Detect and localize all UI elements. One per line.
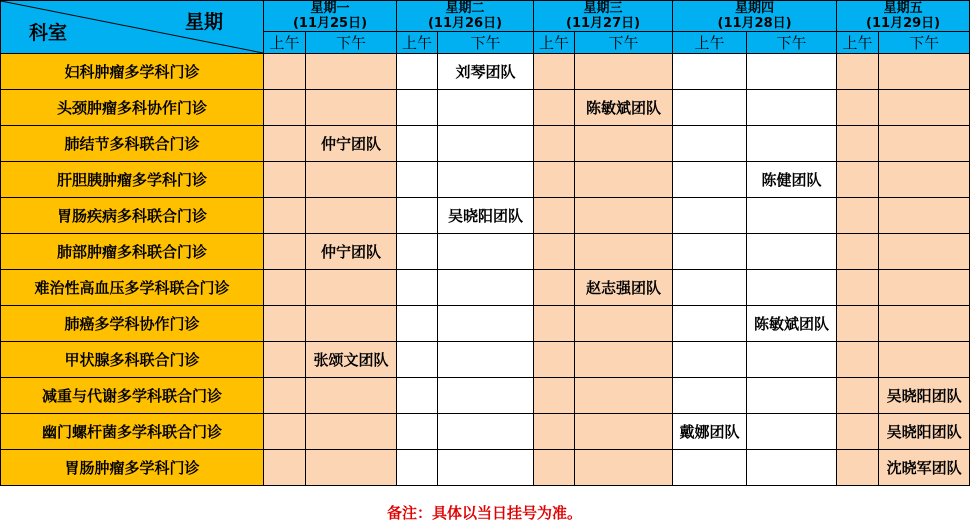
pm-header: 下午: [575, 32, 673, 54]
schedule-cell: [747, 126, 837, 162]
dept-name: 幽门螺杆菌多学科联合门诊: [1, 414, 264, 450]
schedule-cell: [673, 90, 747, 126]
schedule-cell: [397, 306, 438, 342]
am-header: 上午: [673, 32, 747, 54]
table-row: [1, 90, 970, 126]
schedule-cell: 陈健团队: [747, 162, 837, 198]
schedule-cell: [306, 306, 397, 342]
am-header: 上午: [534, 32, 575, 54]
schedule-cell: [534, 378, 575, 414]
schedule-cell: [879, 54, 970, 90]
schedule-cell: [575, 126, 673, 162]
schedule-cell: [438, 450, 534, 486]
schedule-cell: [397, 378, 438, 414]
schedule-cell: 吴晓阳团队: [438, 198, 534, 234]
schedule-cell: [673, 342, 747, 378]
day-header-thu: 星期四 (11月28日): [673, 1, 837, 32]
schedule-cell: [673, 450, 747, 486]
schedule-cell: [575, 450, 673, 486]
dept-name: 肺结节多科联合门诊: [1, 126, 264, 162]
schedule-cell: [438, 90, 534, 126]
schedule-cell: [264, 306, 306, 342]
schedule-cell: 吴晓阳团队: [879, 378, 970, 414]
schedule-cell: [306, 90, 397, 126]
pm-header: 下午: [879, 32, 970, 54]
dept-name: 甲状腺多科联合门诊: [1, 342, 264, 378]
day-header-fri: 星期五 (11月29日): [837, 1, 970, 32]
table-row: [1, 450, 970, 486]
schedule-cell: [264, 198, 306, 234]
schedule-cell: [534, 234, 575, 270]
schedule-cell: [306, 198, 397, 234]
schedule-cell: [837, 54, 879, 90]
schedule-cell: [306, 414, 397, 450]
schedule-cell: [837, 306, 879, 342]
schedule-cell: 陈敏斌团队: [747, 306, 837, 342]
schedule-cell: [673, 162, 747, 198]
schedule-cell: [397, 450, 438, 486]
schedule-cell: [837, 450, 879, 486]
schedule-cell: [879, 162, 970, 198]
schedule-cell: [747, 234, 837, 270]
schedule-cell: [837, 198, 879, 234]
schedule-cell: [534, 54, 575, 90]
schedule-cell: [534, 126, 575, 162]
schedule-cell: 陈敏斌团队: [575, 90, 673, 126]
schedule-cell: [575, 162, 673, 198]
dept-name: 难治性高血压多学科联合门诊: [1, 270, 264, 306]
pm-header: 下午: [747, 32, 837, 54]
schedule-cell: [264, 414, 306, 450]
schedule-cell: [264, 162, 306, 198]
schedule-cell: [575, 234, 673, 270]
day-header-tue: 星期二 (11月26日): [397, 1, 534, 32]
schedule-cell: [534, 414, 575, 450]
dept-name: 减重与代谢多学科联合门诊: [1, 378, 264, 414]
dept-label: 科室: [29, 22, 68, 44]
schedule-cell: 沈晓军团队: [879, 450, 970, 486]
schedule-cell: [397, 198, 438, 234]
week-label: 星期: [184, 11, 223, 33]
schedule-cell: [438, 378, 534, 414]
schedule-cell: [837, 378, 879, 414]
schedule-cell: [534, 270, 575, 306]
schedule-cell: [534, 90, 575, 126]
dept-name: 妇科肿瘤多学科门诊: [1, 54, 264, 90]
dept-name: 胃肠肿瘤多学科门诊: [1, 450, 264, 486]
schedule-cell: [673, 270, 747, 306]
pm-header: 下午: [438, 32, 534, 54]
schedule-cell: [264, 126, 306, 162]
schedule-cell: [397, 90, 438, 126]
schedule-cell: [879, 306, 970, 342]
schedule-cell: [264, 342, 306, 378]
schedule-cell: [747, 378, 837, 414]
schedule-cell: [438, 306, 534, 342]
table-row: [1, 126, 970, 162]
dept-name: 肺部肿瘤多科联合门诊: [1, 234, 264, 270]
day-header-mon: 星期一 (11月25日): [264, 1, 397, 32]
schedule-cell: [397, 270, 438, 306]
schedule-cell: [747, 54, 837, 90]
schedule-cell: 戴娜团队: [673, 414, 747, 450]
schedule-cell: [673, 306, 747, 342]
schedule-cell: [837, 126, 879, 162]
schedule-cell: [879, 198, 970, 234]
header-corner: [1, 1, 264, 54]
schedule-cell: 吴晓阳团队: [879, 414, 970, 450]
schedule-cell: [837, 270, 879, 306]
table-row: [1, 342, 970, 378]
table-row: [1, 270, 970, 306]
schedule-cell: [438, 270, 534, 306]
schedule-cell: [534, 162, 575, 198]
schedule-cell: [879, 270, 970, 306]
schedule-cell: [575, 54, 673, 90]
schedule-cell: [438, 162, 534, 198]
table-row: [1, 162, 970, 198]
schedule-cell: [575, 306, 673, 342]
schedule-cell: [837, 234, 879, 270]
schedule-cell: [673, 234, 747, 270]
schedule-cell: [534, 306, 575, 342]
schedule-cell: [264, 90, 306, 126]
schedule-cell: [747, 414, 837, 450]
schedule-cell: [837, 342, 879, 378]
schedule-cell: 张颂文团队: [306, 342, 397, 378]
schedule-cell: 赵志强团队: [575, 270, 673, 306]
schedule-cell: [264, 450, 306, 486]
schedule-cell: [879, 90, 970, 126]
schedule-body: [1, 54, 970, 486]
dept-name: 肺癌多学科协作门诊: [1, 306, 264, 342]
schedule-cell: [879, 234, 970, 270]
table-row: [1, 378, 970, 414]
schedule-cell: [306, 378, 397, 414]
schedule-cell: [747, 90, 837, 126]
schedule-cell: 仲宁团队: [306, 126, 397, 162]
schedule-cell: [837, 90, 879, 126]
schedule-cell: [575, 378, 673, 414]
schedule-cell: 刘琴团队: [438, 54, 534, 90]
schedule-cell: [673, 198, 747, 234]
schedule-cell: [397, 342, 438, 378]
schedule-cell: [837, 414, 879, 450]
day-header-wed: 星期三 (11月27日): [534, 1, 673, 32]
schedule-cell: [264, 234, 306, 270]
schedule-cell: [879, 342, 970, 378]
schedule-cell: [397, 54, 438, 90]
schedule-cell: [306, 54, 397, 90]
schedule-cell: [306, 162, 397, 198]
schedule-cell: [747, 342, 837, 378]
table-row: [1, 198, 970, 234]
schedule-cell: [673, 126, 747, 162]
schedule-cell: [879, 126, 970, 162]
schedule-cell: [747, 450, 837, 486]
table-row: [1, 414, 970, 450]
schedule-cell: [438, 414, 534, 450]
schedule-cell: [397, 234, 438, 270]
schedule-cell: [534, 342, 575, 378]
dept-name: 胃肠疾病多科联合门诊: [1, 198, 264, 234]
schedule-cell: [747, 198, 837, 234]
schedule-cell: [438, 126, 534, 162]
am-header: 上午: [397, 32, 438, 54]
schedule-cell: 仲宁团队: [306, 234, 397, 270]
am-header: 上午: [837, 32, 879, 54]
schedule-cell: [306, 450, 397, 486]
schedule-cell: [575, 198, 673, 234]
schedule-cell: [438, 234, 534, 270]
schedule-cell: [747, 270, 837, 306]
schedule-cell: [264, 378, 306, 414]
footnote: 备注：具体以当日挂号为准。: [0, 502, 969, 524]
pm-header: 下午: [306, 32, 397, 54]
dept-name: 头颈肿瘤多科协作门诊: [1, 90, 264, 126]
schedule-cell: [575, 414, 673, 450]
schedule-cell: [837, 162, 879, 198]
schedule-cell: [673, 378, 747, 414]
schedule-cell: [306, 270, 397, 306]
table-row: [1, 306, 970, 342]
table-row: [1, 234, 970, 270]
schedule-cell: [438, 342, 534, 378]
schedule-cell: [673, 54, 747, 90]
table-row: [1, 54, 970, 90]
schedule-cell: [575, 342, 673, 378]
schedule-cell: [264, 54, 306, 90]
dept-name: 肝胆胰肿瘤多学科门诊: [1, 162, 264, 198]
schedule-cell: [397, 414, 438, 450]
schedule-cell: [397, 126, 438, 162]
schedule-cell: [534, 198, 575, 234]
schedule-cell: [264, 270, 306, 306]
am-header: 上午: [264, 32, 306, 54]
schedule-cell: [534, 450, 575, 486]
schedule-cell: [397, 162, 438, 198]
